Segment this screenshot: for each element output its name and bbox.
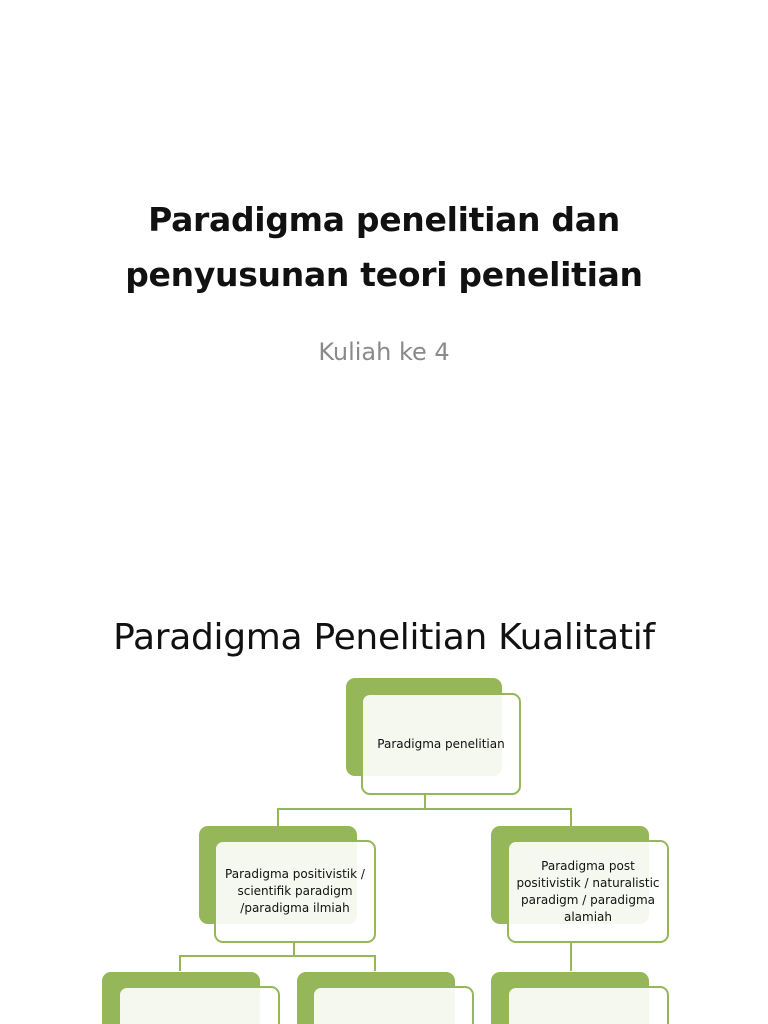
leaf-node-3 <box>507 986 669 1024</box>
slide-title-line-2: penyusunan teori penelitian <box>125 255 643 294</box>
connector-root-down <box>424 795 426 809</box>
leaf-node-2 <box>312 986 474 1024</box>
right-branch-node <box>507 840 669 943</box>
leaf-node-1 <box>118 986 280 1024</box>
slide-subtitle: Kuliah ke 4 <box>318 338 450 366</box>
connector-left-down <box>277 808 279 826</box>
hierarchy-diagram <box>0 576 768 1024</box>
connector-leaf-1-down <box>179 955 181 971</box>
slide-title-line-1: Paradigma penelitian dan <box>148 200 620 239</box>
connector-branch-bar <box>277 808 572 810</box>
left-branch-node <box>214 840 376 943</box>
connector-leaf-bar <box>179 955 376 957</box>
slide-title <box>0 192 768 302</box>
connector-leaf-2-down <box>374 955 376 971</box>
right-branch-node-label: Paradigma post positivistik / naturalistic paradigm / paradigma alamiah <box>516 858 660 924</box>
diagram-slide-title: Paradigma Penelitian Kualitatif <box>113 617 655 658</box>
connector-right-branch-down <box>570 943 572 971</box>
connector-right-down <box>570 808 572 826</box>
left-branch-node-label: Paradigma positivistik / scientifik paradigm /paradigma ilmiah <box>225 867 365 915</box>
root-node <box>361 693 521 795</box>
diagram-slide <box>0 576 768 1024</box>
root-node-label: Paradigma penelitian <box>377 736 505 751</box>
